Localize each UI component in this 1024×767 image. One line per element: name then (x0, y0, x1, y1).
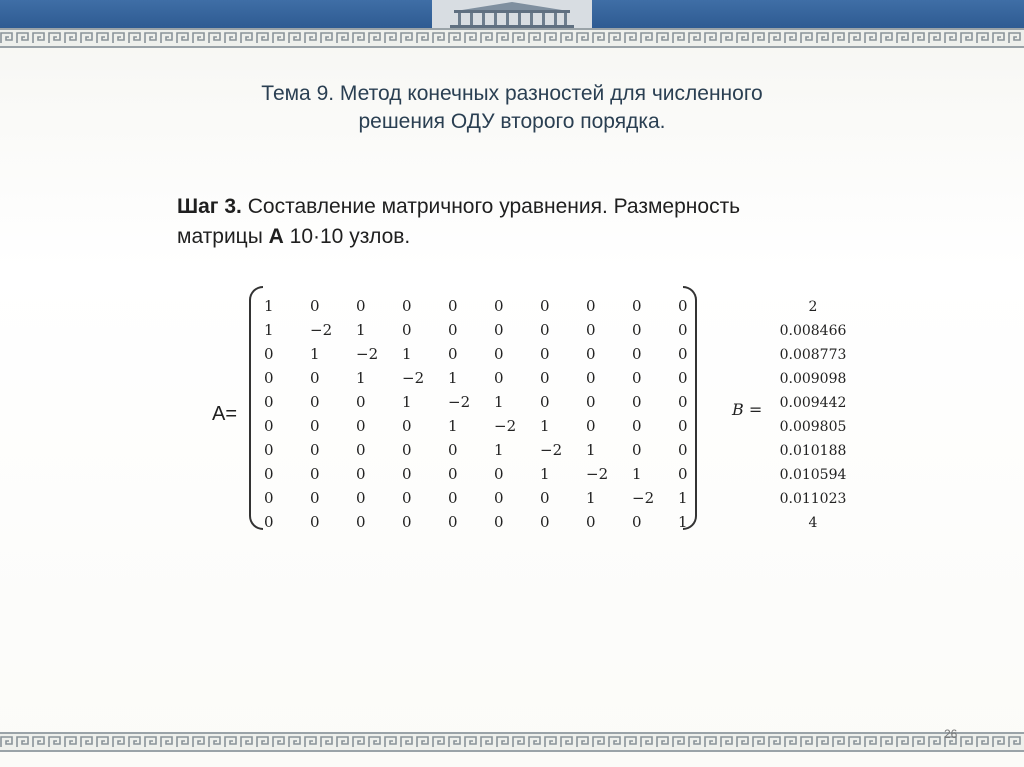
matrix-cell: 0 (632, 345, 642, 363)
matrix-cell: 1 (540, 417, 550, 435)
matrix-cell: 0 (264, 417, 274, 435)
matrix-cell: 1 (448, 417, 458, 435)
step-text-part3: 10·10 узлов. (283, 225, 411, 248)
matrix-cell: 0 (356, 393, 366, 411)
matrix-cell: 0 (402, 441, 412, 459)
vector-entry: 0.010188 (779, 443, 847, 459)
matrix-cell: 0 (402, 417, 412, 435)
matrix-a-label: A= (212, 403, 238, 425)
matrix-cell: 0 (540, 345, 550, 363)
matrix-cell: 0 (540, 489, 550, 507)
matrix-cell: 0 (540, 297, 550, 315)
matrix-cell: 0 (448, 321, 458, 339)
matrix-cell: 0 (494, 369, 504, 387)
matrix-cell: 0 (356, 441, 366, 459)
matrix-row (262, 390, 722, 414)
matrix-cell: 0 (494, 465, 504, 483)
matrix-cell: 0 (310, 489, 320, 507)
matrix-cell: 0 (402, 297, 412, 315)
matrix-cell: 0 (448, 465, 458, 483)
top-banner (0, 0, 1024, 28)
matrix-cell: 0 (310, 513, 320, 531)
matrix-cell: 1 (632, 465, 642, 483)
matrix-row (262, 414, 722, 438)
matrix-cell: −2 (310, 321, 333, 339)
matrix-cell: 1 (448, 369, 458, 387)
matrix-cell: 0 (310, 297, 320, 315)
matrix-cell: 0 (402, 489, 412, 507)
matrix-cell: 0 (586, 393, 596, 411)
matrix-cell: 0 (586, 297, 596, 315)
matrix-cell: 0 (448, 345, 458, 363)
matrix-cell: 0 (264, 465, 274, 483)
matrix-cell: 1 (678, 489, 688, 507)
matrix-cell: 0 (632, 513, 642, 531)
title-line-2: решения ОДУ второго порядка. (358, 110, 666, 133)
matrix-cell: −2 (356, 345, 379, 363)
matrix-cell: 1 (402, 345, 412, 363)
matrix-cell: 0 (586, 369, 596, 387)
matrix-row (262, 342, 722, 366)
matrix-cell: 0 (632, 393, 642, 411)
matrix-cell: 0 (540, 513, 550, 531)
matrix-cell: 1 (586, 489, 596, 507)
matrix-row (262, 486, 722, 510)
matrix-cell: 0 (264, 393, 274, 411)
matrix-cell: 0 (310, 393, 320, 411)
matrix-cell: 0 (402, 513, 412, 531)
matrix-cell: 0 (494, 321, 504, 339)
matrix-cell: −2 (586, 465, 609, 483)
matrix-cell: 0 (632, 297, 642, 315)
matrix-cell: −2 (448, 393, 471, 411)
step-text-part2: матрицы (177, 225, 269, 248)
matrix-cell: 1 (356, 321, 366, 339)
page-number: 26 (944, 727, 958, 741)
matrix-cell: 0 (494, 345, 504, 363)
matrix-a (262, 294, 722, 534)
vector-entry: 0.009805 (779, 419, 847, 435)
matrix-cell: 0 (310, 441, 320, 459)
vector-b (768, 295, 858, 535)
matrix-cell: −2 (494, 417, 517, 435)
matrix-cell: 0 (586, 345, 596, 363)
matrix-cell: 0 (632, 369, 642, 387)
matrix-cell: 1 (678, 513, 688, 531)
matrix-cell: 0 (264, 345, 274, 363)
matrix-cell: 0 (678, 441, 688, 459)
matrix-cell: 0 (448, 297, 458, 315)
matrix-cell: −2 (632, 489, 655, 507)
step-matrix-name: A (268, 225, 284, 248)
matrix-cell: −2 (402, 369, 425, 387)
matrix-cell: 0 (448, 441, 458, 459)
vector-entry: 0.009442 (779, 395, 847, 411)
matrix-cell: 1 (540, 465, 550, 483)
matrix-cell: 0 (264, 441, 274, 459)
slide-title (200, 80, 824, 136)
step-text-part1: Составление матричного уравнения. Размерность (241, 195, 741, 218)
matrix-cell: 0 (632, 321, 642, 339)
matrix-cell: 0 (586, 321, 596, 339)
matrix-cell: 0 (264, 489, 274, 507)
matrix-cell: 0 (356, 489, 366, 507)
matrix-cell: 1 (264, 297, 274, 315)
matrix-cell: 0 (494, 297, 504, 315)
matrix-cell: 0 (448, 489, 458, 507)
matrix-cell: 0 (678, 297, 688, 315)
matrix-cell: 1 (310, 345, 320, 363)
matrix-cell: 0 (402, 321, 412, 339)
matrix-cell: 0 (310, 369, 320, 387)
matrix-cell: 1 (356, 369, 366, 387)
matrix-row (262, 510, 722, 534)
matrix-cell: 0 (678, 417, 688, 435)
matrix-cell: 0 (540, 369, 550, 387)
matrix-cell: 0 (356, 297, 366, 315)
matrix-cell: 0 (586, 417, 596, 435)
title-line-1: Тема 9. Метод конечных разностей для численного (261, 82, 763, 105)
matrix-row (262, 318, 722, 342)
matrix-cell: 0 (264, 369, 274, 387)
vector-entry: 0.008773 (779, 347, 847, 363)
matrix-cell: 0 (494, 513, 504, 531)
vector-entry: 0.009098 (779, 371, 847, 387)
vector-b-label: B = (732, 400, 763, 419)
building-logo-icon (432, 0, 592, 28)
matrix-cell: 1 (264, 321, 274, 339)
matrix-cell: 0 (402, 465, 412, 483)
matrix-row (262, 366, 722, 390)
matrix-cell: 0 (356, 417, 366, 435)
matrix-row (262, 462, 722, 486)
matrix-cell: 0 (310, 465, 320, 483)
matrix-cell: −2 (540, 441, 563, 459)
matrix-cell: 0 (494, 489, 504, 507)
vector-entry: 0.010594 (779, 467, 847, 483)
vector-entry: 4 (808, 515, 818, 531)
matrix-cell: 0 (678, 369, 688, 387)
meander-border-top (0, 28, 1024, 48)
matrix-left-bracket (249, 286, 263, 530)
matrix-cell: 1 (494, 441, 504, 459)
matrix-cell: 0 (678, 465, 688, 483)
matrix-cell: 0 (540, 321, 550, 339)
matrix-cell: 1 (494, 393, 504, 411)
matrix-cell: 0 (448, 513, 458, 531)
matrix-row (262, 438, 722, 462)
matrix-cell: 1 (402, 393, 412, 411)
matrix-cell: 0 (540, 393, 550, 411)
matrix-row (262, 294, 722, 318)
matrix-cell: 0 (632, 417, 642, 435)
matrix-cell: 0 (356, 465, 366, 483)
meander-border-bottom (0, 732, 1024, 752)
vector-entry: 0.011023 (779, 491, 847, 507)
matrix-cell: 0 (678, 393, 688, 411)
matrix-cell: 0 (632, 441, 642, 459)
matrix-cell: 0 (678, 321, 688, 339)
vector-entry: 2 (808, 299, 818, 315)
matrix-cell: 0 (356, 513, 366, 531)
matrix-cell: 0 (310, 417, 320, 435)
matrix-cell: 0 (586, 513, 596, 531)
vector-entry: 0.008466 (779, 323, 847, 339)
step-description (177, 192, 837, 252)
matrix-cell: 0 (264, 513, 274, 531)
matrix-cell: 0 (678, 345, 688, 363)
matrix-cell: 1 (586, 441, 596, 459)
step-number: Шаг 3. (177, 195, 242, 218)
